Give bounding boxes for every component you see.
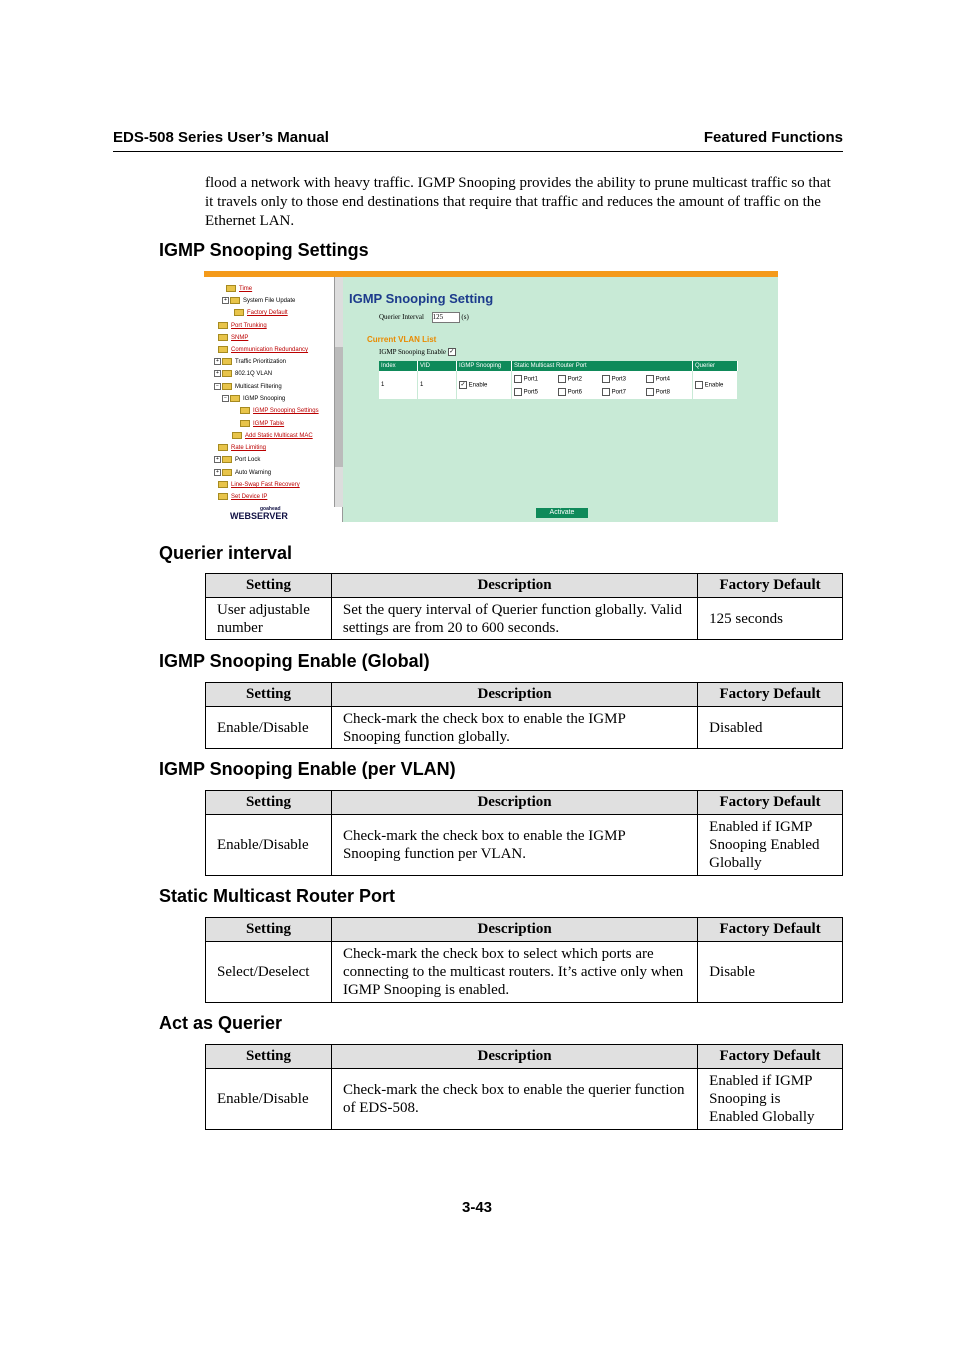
querier-interval-row: Querier Interval 125 (s) — [379, 313, 469, 322]
folder-icon — [222, 358, 232, 365]
expand-icon[interactable]: + — [214, 456, 221, 463]
igmp-enable-row: IGMP Snooping Enable ✓ — [379, 348, 455, 356]
manual-title: EDS-508 Series User’s Manual — [113, 129, 329, 146]
collapse-icon[interactable]: − — [222, 395, 229, 402]
tree-item-communication-redundancy[interactable]: Communication Redundancy — [218, 346, 308, 353]
tree-item-rate-limiting[interactable]: Rate Limiting — [218, 444, 266, 451]
section-heading: Querier interval — [159, 543, 293, 563]
table-row: 1 1 ✓ Enable Port1 Port2 Port3 Port4 Port5 Port6 Port7 Port8 Enable — [379, 371, 738, 399]
expand-icon[interactable]: + — [222, 297, 229, 304]
port-checkbox — [514, 388, 522, 396]
folder-icon — [218, 493, 228, 500]
igmp-settings-screenshot — [204, 271, 778, 522]
port-checkboxes: Port1 Port2 Port3 Port4 Port5 Port6 Port7 Port8 — [514, 375, 690, 396]
expand-icon[interactable]: + — [214, 370, 221, 377]
folder-icon — [240, 420, 250, 427]
activate-button[interactable]: Activate — [536, 508, 588, 518]
collapse-icon[interactable]: − — [214, 383, 221, 390]
tree-item-vlan[interactable]: + 802.1Q VLAN — [214, 370, 272, 377]
port-checkbox — [602, 375, 610, 383]
scrollbar-thumb[interactable] — [335, 347, 343, 467]
tree-item-igmp-snooping-settings[interactable]: IGMP Snooping Settings — [240, 407, 319, 414]
tree-item-system-file-update[interactable]: + System File Update — [222, 297, 295, 304]
port-checkbox — [514, 375, 522, 383]
folder-icon — [240, 407, 250, 414]
chapter-title: Featured Functions — [703, 129, 843, 146]
tree-item-set-device-ip[interactable]: Set Device IP — [218, 493, 267, 500]
settings-table: Setting Description Factory Default Enable/Disable Check-mark the check box to enable the IGMP Snooping function per VLAN. Enabled if IGMP Snooping Enabled Globally — [205, 790, 843, 876]
folder-icon — [218, 346, 228, 353]
port-checkbox — [646, 375, 654, 383]
tree-item-traffic-prioritization[interactable]: + Traffic Prioritization — [214, 358, 286, 365]
vlan-igmp-checkbox[interactable]: ✓ — [460, 382, 466, 388]
expand-icon[interactable]: + — [214, 358, 221, 365]
webserver-logo: goahead WEBSERVER — [230, 506, 288, 521]
navigation-tree — [204, 277, 343, 522]
settings-table: Setting Description Factory Default Select/Deselect Check-mark the check box to select which ports are connecting to the multicast routers. It’s active only when IGMP Snooping is enabled. Disable — [205, 917, 843, 1003]
tree-item-port-lock[interactable]: + Port Lock — [214, 456, 260, 463]
folder-icon — [218, 481, 228, 488]
section-heading: Static Multicast Router Port — [159, 886, 396, 906]
port-checkbox — [602, 388, 610, 396]
section-heading: IGMP Snooping Enable (Global) — [159, 651, 430, 671]
section-heading: Act as Querier — [159, 1013, 283, 1033]
tree-item-factory-default[interactable]: Factory Default — [234, 309, 288, 316]
vlan-list-title: Current VLAN List — [367, 335, 437, 344]
folder-icon — [218, 334, 228, 341]
table-row: Enable/Disable Check-mark the check box to enable the querier function of EDS-508. Enabled if IGMP Snooping is Enabled Globally — [206, 1069, 843, 1130]
folder-icon — [218, 444, 228, 451]
col-querier: Querier — [693, 361, 738, 371]
port-checkbox — [558, 388, 566, 396]
table-row: User adjustable number Set the query interval of Querier function globally. Valid settings are from 20 to 600 seconds. 125 seconds — [206, 598, 843, 640]
table-row: Enable/Disable Check-mark the check box to enable the IGMP Snooping function per VLAN. Enabled if IGMP Snooping Enabled Globally — [206, 815, 843, 876]
folder-icon — [232, 432, 242, 439]
tree-scrollbar[interactable] — [334, 277, 343, 507]
folder-icon — [218, 322, 228, 329]
expand-icon[interactable]: + — [214, 469, 221, 476]
col-index: Index — [379, 361, 418, 371]
table-row: Enable/Disable Check-mark the check box to enable the IGMP Snooping function globally. Disabled — [206, 707, 843, 749]
page-title: IGMP Snooping Setting — [349, 291, 494, 306]
settings-table: Setting Description Factory Default Enable/Disable Check-mark the check box to enable the IGMP Snooping function globally. Disabled — [205, 682, 843, 749]
querier-checkbox[interactable] — [695, 381, 703, 389]
folder-icon — [226, 285, 236, 292]
querier-interval-input[interactable]: 125 — [432, 312, 460, 323]
folder-icon — [222, 469, 232, 476]
col-igmp: IGMP Snooping — [457, 361, 512, 371]
tree-item-auto-warning[interactable]: + Auto Warning — [214, 469, 271, 476]
folder-icon — [230, 395, 240, 402]
tree-item-line-swap[interactable]: Line-Swap Fast Recovery — [218, 481, 300, 488]
tree-item-port-trunking[interactable]: Port Trunking — [218, 322, 267, 329]
col-vid: VID — [418, 361, 457, 371]
section-heading: IGMP Snooping Enable (per VLAN) — [159, 759, 456, 779]
intro-paragraph: flood a network with heavy traffic. IGMP Snooping provides the ability to prune multicast traffic so that it travels only to those end destinations that require that traffic and reduces the amount of traffic on the Ethernet LAN. — [205, 175, 831, 229]
folder-icon — [234, 309, 244, 316]
igmp-global-checkbox[interactable]: ✓ — [449, 349, 455, 356]
tree-item-multicast-filtering[interactable]: − Multicast Filtering — [214, 383, 282, 390]
page-number: 3-43 — [461, 1199, 493, 1216]
tree-item-igmp-table[interactable]: IGMP Table — [240, 420, 284, 427]
tree-item-time[interactable]: Time — [226, 285, 252, 292]
table-row: Select/Deselect Check-mark the check box to select which ports are connecting to the multicast routers. It’s active only when IGMP Snooping is enabled. Disable — [206, 942, 843, 1003]
port-checkbox — [558, 375, 566, 383]
settings-table: Setting Description Factory Default Enable/Disable Check-mark the check box to enable the querier function of EDS-508. Enabled if IGMP Snooping is Enabled Globally — [205, 1044, 843, 1130]
folder-icon — [222, 456, 232, 463]
vlan-table — [379, 361, 738, 399]
col-router-port: Static Multicast Router Port — [512, 361, 693, 371]
tree-item-igmp-snooping[interactable]: − IGMP Snooping — [222, 395, 285, 402]
port-checkbox — [646, 388, 654, 396]
folder-icon — [222, 383, 232, 390]
folder-icon — [230, 297, 240, 304]
page-header — [113, 129, 843, 152]
tree-item-add-static-multicast-mac[interactable]: Add Static Multicast MAC — [232, 432, 313, 439]
tree-item-snmp[interactable]: SNMP — [218, 334, 248, 341]
section-heading: IGMP Snooping Settings — [159, 240, 369, 260]
folder-icon — [222, 370, 232, 377]
settings-table: Setting Description Factory Default User adjustable number Set the query interval of Querier function globally. Valid settings are from 20 to 600 seconds. 125 seconds — [205, 573, 843, 640]
